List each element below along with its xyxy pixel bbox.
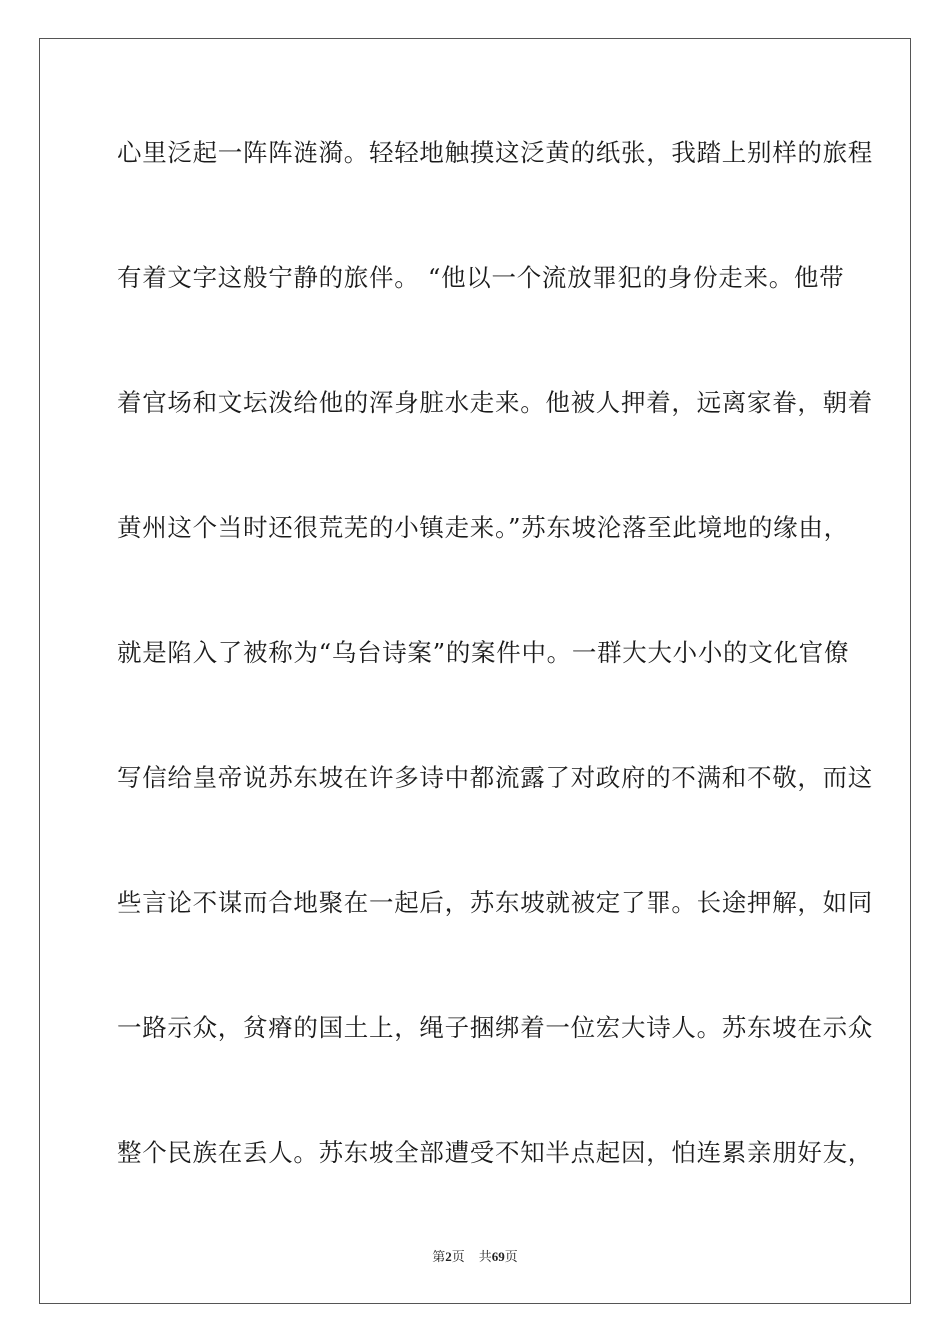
text-line-8: 一路示众，贫瘠的国土上，绳子捆绑着一位宏大诗人。苏东坡在示众: [117, 1013, 873, 1042]
total-pages: 69: [491, 1249, 505, 1264]
text-line-6: 写信给皇帝说苏东坡在许多诗中都流露了对政府的不满和不敬，而这: [117, 763, 873, 792]
total-prefix: 共: [478, 1250, 492, 1265]
text-line-9: 整个民族在丢人。苏东坡全部遭受不知半点起因，怕连累亲朋好友，: [117, 1138, 873, 1167]
text-line-7: 些言论不谋而合地聚在一起后，苏东坡就被定了罪。长途押解，如同: [117, 888, 873, 917]
page-suffix: 页: [451, 1250, 465, 1265]
document-body: [117, 123, 873, 1248]
page-prefix: 第: [432, 1250, 446, 1265]
page-footer: [0, 1246, 950, 1265]
text-line-4: 黄州这个当时还很荒芜的小镇走来。”苏东坡沦落至此境地的缘由，: [117, 513, 849, 542]
text-line-1: 心里泛起一阵阵涟漪。轻轻地触摸这泛黄的纸张，我踏上别样的旅程: [117, 138, 873, 167]
text-line-2: 有着文字这般宁静的旅伴。 “他以一个流放罪犯的身份走来。他带: [117, 263, 845, 292]
text-line-5: 就是陷入了被称为“乌台诗案”的案件中。一群大大小小的文化官僚: [117, 638, 850, 667]
total-suffix: 页: [504, 1250, 518, 1265]
text-line-3: 着官场和文坛泼给他的浑身脏水走来。他被人押着，远离家眷，朝着: [117, 388, 873, 417]
page-number: 2: [445, 1249, 452, 1264]
